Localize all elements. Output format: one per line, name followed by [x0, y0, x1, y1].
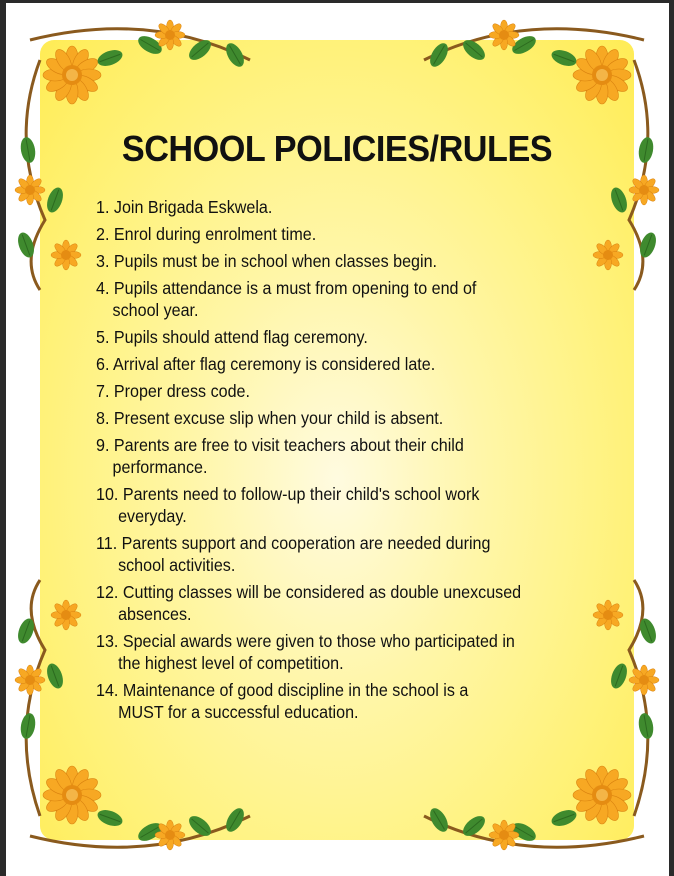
page-title: SCHOOL POLICIES/RULES [121, 128, 553, 169]
rule-item: 7. Proper dress code. [96, 381, 250, 401]
rule-item: 2. Enrol during enrolment time. [96, 224, 317, 244]
rule-item: 3. Pupils must be in school when classes begin. [96, 251, 438, 271]
rule-item: 1. Join Brigada Eskwela. [96, 197, 273, 217]
rule-item: 11. Parents support and cooperation are needed during school activities. [96, 533, 491, 575]
rules-list [96, 196, 596, 728]
rule-item: 12. Cutting classes will be considered as double unexcused absences. [96, 582, 522, 624]
rule-item: 10. Parents need to follow-up their child's school work everyday. [96, 484, 480, 526]
rule-item: 13. Special awards were given to those who participated in the highest level of competition. [96, 631, 515, 673]
rule-item: 6. Arrival after flag ceremony is considered late. [96, 354, 436, 374]
rule-item: 5. Pupils should attend flag ceremony. [96, 327, 368, 347]
rule-item: 8. Present excuse slip when your child is absent. [96, 408, 444, 428]
rule-item: 9. Parents are free to visit teachers about their child performance. [96, 435, 464, 477]
rule-item: 4. Pupils attendance is a must from opening to end of school year. [96, 278, 477, 320]
rule-item: 14. Maintenance of good discipline in the school is a MUST for a successful education. [96, 680, 469, 722]
